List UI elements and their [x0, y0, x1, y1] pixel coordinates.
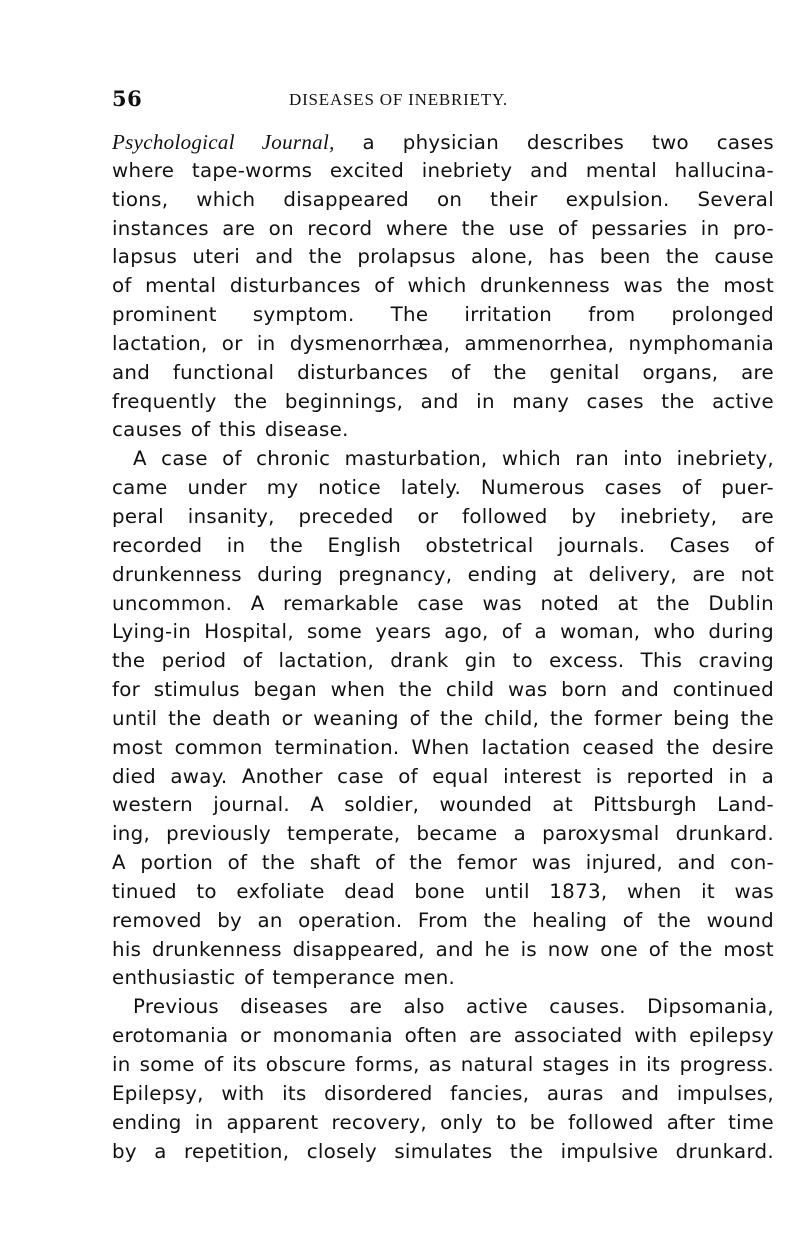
body-text	[112, 128, 774, 1166]
text-line	[112, 1022, 774, 1051]
line-text: A portion of the shaft of the femor was injured, and con-	[112, 851, 774, 875]
text-line	[112, 1109, 774, 1138]
text-line	[112, 820, 774, 849]
text-line	[112, 186, 774, 215]
line-text: lapsus uteri and the prolapsus alone, has been the cause	[112, 245, 774, 269]
text-line	[112, 532, 774, 561]
journal-title: Psychological Journal,	[112, 130, 335, 154]
line-text: tinued to exfoliate dead bone until 1873, when it was	[112, 879, 774, 903]
line-text: in some of its obscure forms, as natural stages in its progress.	[112, 1053, 774, 1076]
text-line	[112, 272, 774, 301]
text-line	[112, 561, 774, 590]
text-line	[112, 936, 774, 965]
text-line	[112, 763, 774, 792]
text-line	[112, 590, 774, 619]
line-text: a physician describes two cases	[334, 131, 774, 154]
line-text: the period of lactation, drank gin to excess. This craving	[112, 649, 774, 673]
text-line	[112, 705, 774, 734]
line-text: removed by an operation. From the healing of the wound	[112, 908, 774, 932]
line-text: recorded in the English obstetrical journals. Cases of	[112, 533, 774, 557]
line-text: and functional disturbances of the genital organs, are	[112, 360, 774, 384]
line-text: Lying-in Hospital, some years ago, of a woman, who during	[112, 620, 774, 644]
line-text: causes of this disease.	[112, 418, 349, 442]
line-text: lactation, or in dysmenorrhæa, ammenorrhea, nymphomania	[112, 331, 774, 355]
line-text: instances are on record where the use of pessaries in pro-	[112, 216, 774, 240]
text-line	[112, 445, 774, 474]
text-line	[112, 849, 774, 878]
text-line	[112, 1138, 774, 1167]
line-text: drunkenness during pregnancy, ending at delivery, are not	[112, 562, 774, 586]
line-text: western journal. A soldier, wounded at Pittsburgh Land-	[112, 793, 774, 817]
text-line	[112, 791, 774, 820]
text-line	[112, 243, 774, 272]
line-text: of mental disturbances of which drunkenness was the most	[112, 274, 774, 298]
text-line	[112, 907, 774, 936]
text-line	[112, 964, 774, 993]
text-line	[112, 330, 774, 359]
line-text: A case of chronic masturbation, which ran into inebriety,	[133, 447, 774, 471]
text-line	[112, 1051, 774, 1080]
line-text: by a repetition, closely simulates the impulsive drunkard.	[112, 1139, 774, 1163]
line-text: came under my notice lately. Numerous cases of puer-	[112, 476, 774, 500]
line-text: frequently the beginnings, and in many cases the active	[112, 389, 774, 413]
text-line	[112, 647, 774, 676]
text-line	[112, 474, 774, 503]
line-text: ending in apparent recovery, only to be followed after time	[112, 1110, 774, 1134]
line-text: tions, which disappeared on their expulsion. Several	[112, 187, 774, 211]
text-line	[112, 878, 774, 907]
text-line	[112, 416, 774, 445]
running-title: DISEASES OF INEBRIETY.	[289, 90, 508, 109]
line-text: until the death or weaning of the child, the former being the	[112, 706, 774, 730]
text-line	[112, 618, 774, 647]
line-text: uncommon. A remarkable case was noted at the Dublin	[112, 591, 774, 615]
text-line	[112, 503, 774, 532]
text-line	[112, 734, 774, 763]
line-text: ing, previously temperate, became a paroxysmal drunkard.	[112, 822, 774, 846]
text-line	[112, 1080, 774, 1109]
line-text: died away. Another case of equal interest is reported in a	[112, 764, 774, 788]
line-text: where tape-worms excited inebriety and mental hallucina-	[112, 158, 774, 182]
text-line	[112, 359, 774, 388]
text-line	[112, 388, 774, 417]
text-line	[112, 128, 774, 157]
line-text: erotomania or monomania often are associated with epilepsy	[112, 1024, 774, 1048]
line-text: prominent symptom. The irritation from prolonged	[112, 303, 774, 327]
running-head	[112, 86, 772, 116]
line-text: Previous diseases are also active causes. Dipsomania,	[133, 995, 774, 1019]
page-number: 56	[112, 86, 143, 111]
text-line	[112, 993, 774, 1022]
text-line	[112, 676, 774, 705]
line-text: Epilepsy, with its disordered fancies, auras and impulses,	[112, 1081, 774, 1105]
text-line	[112, 215, 774, 244]
text-line	[112, 157, 774, 186]
line-text: for stimulus began when the child was born and continued	[112, 678, 774, 702]
line-text: enthusiastic of temperance men.	[112, 966, 456, 990]
line-text: peral insanity, preceded or followed by inebriety, are	[112, 504, 774, 528]
text-line	[112, 301, 774, 330]
line-text: most common termination. When lactation ceased the desire	[112, 735, 774, 759]
line-text: his drunkenness disappeared, and he is now one of the most	[112, 937, 774, 961]
